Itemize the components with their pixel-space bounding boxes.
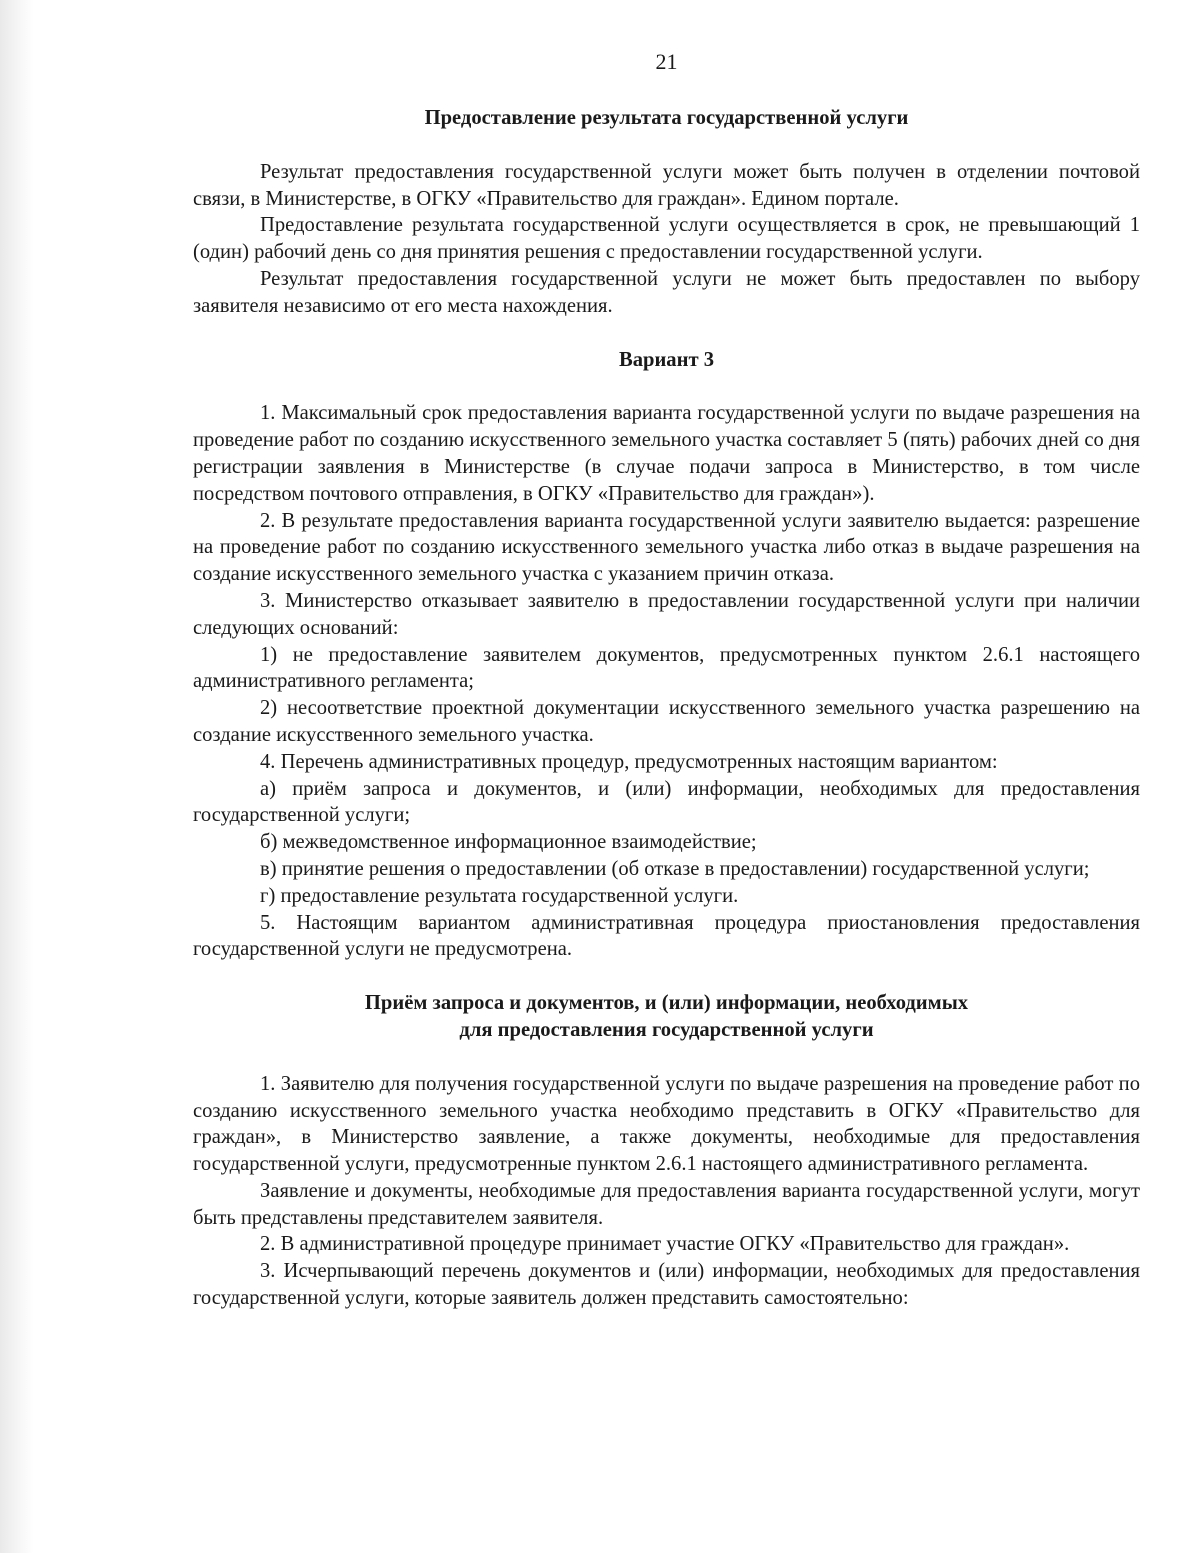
paragraph: 3. Исчерпывающий перечень документов и (или) информации, необходимых для предоставления государственной услуги, которые заявитель должен представить самостоятельно: xyxy=(193,1260,1140,1310)
paragraph: 3. Министерство отказывает заявителю в предоставлении государственной услуги при наличии следующих оснований: xyxy=(193,589,1140,639)
section-heading-variant: Вариант 3 xyxy=(618,348,715,371)
heading-line: Приём запроса и документов, и (или) информации, необходимых xyxy=(364,992,969,1015)
list-item: 1) не предоставление заявителем документов, предусмотренных пунктом 2.6.1 настоящего административного регламента; xyxy=(193,643,1140,693)
paragraph: 2. В результате предоставления варианта государственной услуги заявителю выдается: разрешение на проведение работ по созданию искусственного земельного участка либо отказ в выдаче разрешения на создание искусственного земельного участка с указанием причин отказа. xyxy=(193,509,1140,586)
paragraph: Заявление и документы, необходимые для предоставления варианта государственной услуги, могут быть представлены представителем заявителя. xyxy=(193,1179,1140,1229)
spacer xyxy=(193,963,1140,990)
page-content xyxy=(193,105,1140,1312)
section-heading-result: Предоставление результата государственной услуги xyxy=(424,107,909,129)
spacer xyxy=(193,320,1140,347)
paragraph: 1. Максимальный срок предоставления варианта государственной услуги по выдаче разрешения на проведение работ по созданию искусственного земельного участка составляет 5 (пять) рабочих дней со дня регистрации заявления в Министерстве (в случае подачи запроса в Министерство, в том числе посредством почтового отправления, в ОГКУ «Правительство для граждан»). xyxy=(193,402,1140,505)
heading-line: для предоставления государственной услуги xyxy=(459,1018,874,1041)
paragraph: 1. Заявителю для получения государственной услуги по выдаче разрешения на проведение работ по созданию искусственного земельного участка необходимо представить в ОГКУ «Правительство для граждан», в Министерство заявление, а также документы, необходимые для предоставления государственной услуги, предусмотренные пунктом 2.6.1 настоящего административного регламента. xyxy=(193,1072,1140,1176)
paragraph: Результат предоставления государственной услуги не может быть предоставлен по выбору заявителя независимо от его места нахождения. xyxy=(193,267,1140,317)
list-item: 2) несоответствие проектной документации искусственного земельного участка разрешению на создание искусственного земельного участка. xyxy=(193,697,1140,746)
page-number: 21 xyxy=(655,49,678,74)
spacer xyxy=(193,1044,1140,1071)
spacer xyxy=(193,373,1140,400)
list-item: б) межведомственное информационное взаимодействие; xyxy=(260,831,757,854)
list-item: а) приём запроса и документов, и (или) информации, необходимых для предоставления государственной услуги; xyxy=(193,777,1140,827)
paragraph: Результат предоставления государственной услуги может быть получен в отделении почтовой связи, в Министерстве, в ОГКУ «Правительство для граждан». Едином портале. xyxy=(193,160,1140,210)
paragraph: 5. Настоящим вариантом административная процедура приостановления предоставления государственной услуги не предусмотрена. xyxy=(193,911,1140,961)
spacer xyxy=(193,132,1140,159)
section-heading-intake xyxy=(193,990,1140,1044)
list-item: в) принятие решения о предоставлении (об отказе в предоставлении) государственной услуги; xyxy=(260,857,1090,880)
list-item: г) предоставление результата государственной услуги. xyxy=(260,884,739,907)
paragraph: 2. В административной процедуре принимает участие ОГКУ «Правительство для граждан». xyxy=(260,1233,1070,1256)
paragraph: Предоставление результата государственной услуги осуществляется в срок, не превышающий 1 (один) рабочий день со дня принятия решения с предоставлении государственной услуги. xyxy=(193,214,1140,264)
paragraph: 4. Перечень административных процедур, предусмотренных настоящим вариантом: xyxy=(260,750,998,773)
scan-edge xyxy=(0,0,34,1553)
